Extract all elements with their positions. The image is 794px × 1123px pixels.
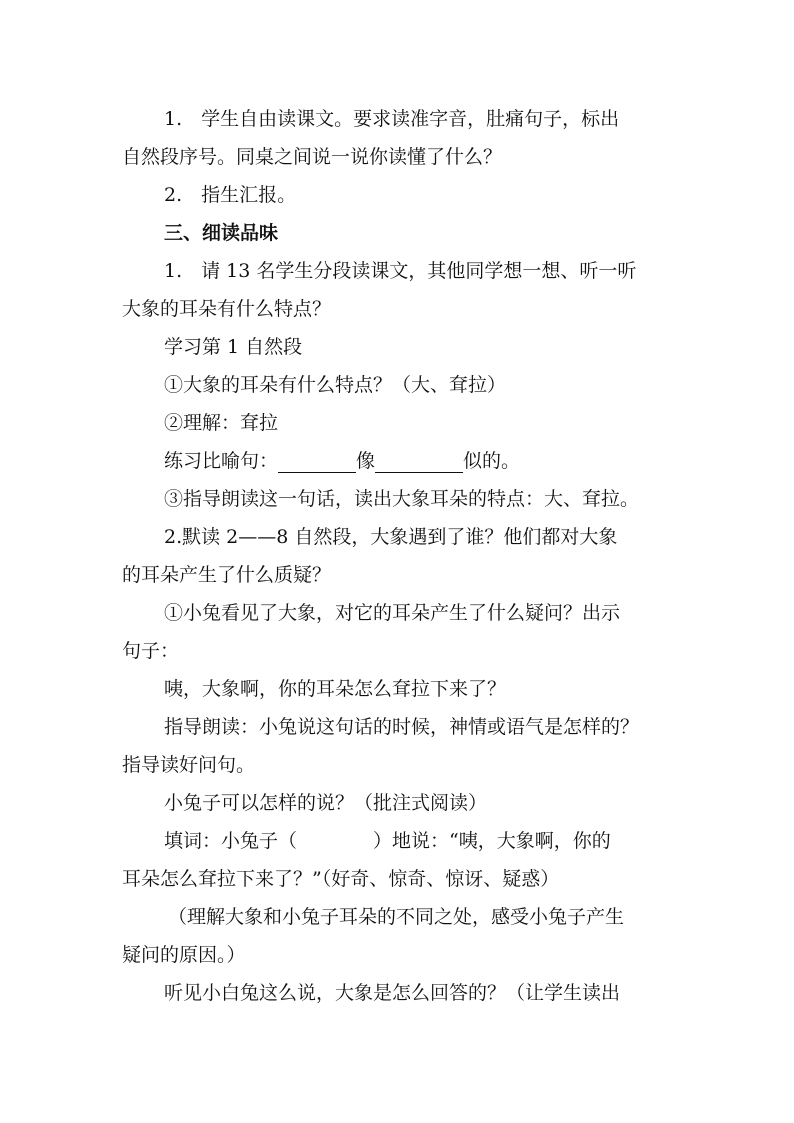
- document-body: [122, 100, 682, 1012]
- paragraph-line: 小兔子可以怎样的说？（批注式阅读）: [164, 792, 488, 814]
- practice-line: [122, 442, 682, 480]
- paragraph-line: 耳朵怎么耷拉下来了？”（好奇、惊奇、惊讶、疑惑）: [122, 868, 560, 890]
- paragraph-line: 的耳朵产生了什么质疑？: [122, 564, 332, 586]
- fill-blank: [375, 448, 463, 473]
- paragraph-line: 填词：小兔子（ ）地说：“咦，大象啊，你的: [164, 830, 611, 852]
- paragraph-line: 听见小白兔这么说，大象是怎么回答的？（让学生读出: [164, 982, 621, 1004]
- paragraph-line: 句子：: [122, 640, 180, 662]
- paragraph-line: ①大象的耳朵有什么特点？（大、耷拉）: [164, 374, 507, 396]
- paragraph-line: 1. 学生自由读课文。要求读准字音，肚痛句子，标出: [164, 108, 620, 130]
- quote-line: 咦，大象啊，你的耳朵怎么耷拉下来了？: [164, 678, 507, 700]
- paragraph-line: 指导朗读：小兔说这句话的时候，神情或语气是怎样的？: [164, 716, 640, 738]
- paragraph-line: 大象的耳朵有什么特点？: [122, 298, 332, 320]
- paragraph-line: ①小兔看见了大象，对它的耳朵产生了什么疑问？出示: [164, 602, 621, 624]
- paragraph-line: 2. 指生汇报。: [164, 184, 297, 206]
- paragraph-line: 1. 请 13 名学生分段读课文，其他同学想一想、听一听: [164, 260, 637, 282]
- paragraph-line: 2.默读 2——8 自然段，大象遇到了谁？他们都对大象: [164, 526, 618, 548]
- practice-end: 似的。: [463, 450, 521, 472]
- paragraph-line: ③指导朗读这一句话，读出大象耳朵的特点：大、耷拉。: [164, 488, 640, 510]
- practice-middle: 像: [356, 450, 376, 472]
- section-heading: 三、细读品味: [164, 222, 279, 244]
- paragraph-line: 疑问的原因。）: [122, 944, 246, 966]
- paragraph-line: 自然段序号。同桌之间说一说你读懂了什么？: [122, 146, 503, 168]
- practice-label: 练习比喻句：: [164, 450, 279, 472]
- paragraph-line: 学习第 1 自然段: [164, 336, 303, 358]
- paragraph-line: （理解大象和小兔子耳朵的不同之处，感受小兔子产生: [168, 906, 625, 928]
- fill-blank: [278, 448, 356, 473]
- paragraph-line: 指导读好问句。: [122, 754, 256, 776]
- paragraph-line: ②理解：耷拉: [164, 412, 279, 434]
